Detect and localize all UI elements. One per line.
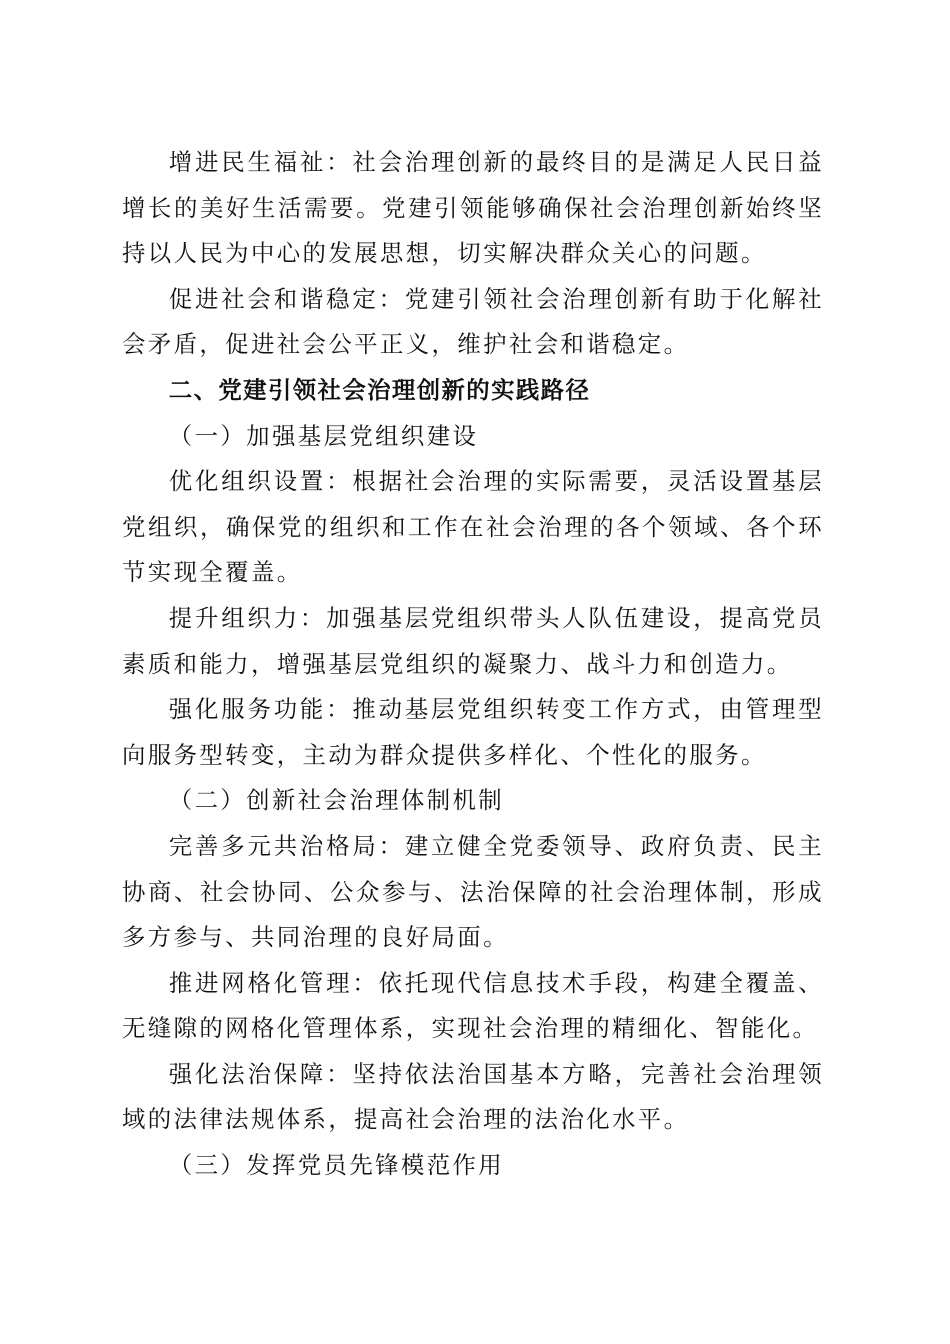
- document-body: [122, 140, 824, 1189]
- subheading-party-member-role: （三）发挥党员先锋模范作用: [168, 1151, 505, 1180]
- paragraph-optimize-organization: 优化组织设置：根据社会治理的实际需要，灵活设置基层党组织，确保党的组织和工作在社会治理的各个领域、各个环节实现全覆盖。: [122, 467, 824, 587]
- section-heading-practice-path: 二、党建引领社会治理创新的实践路径: [168, 375, 591, 404]
- paragraph-harmony: 促进社会和谐稳定：党建引领社会治理创新有助于化解社会矛盾，促进社会公平正义，维护社会和谐稳定。: [122, 284, 824, 359]
- paragraph-rule-of-law: 强化法治保障：坚持依法治国基本方略，完善社会治理领域的法律法规体系，提高社会治理的法治化水平。: [122, 1059, 824, 1134]
- subheading-grassroots-organization: （一）加强基层党组织建设: [168, 421, 479, 450]
- subheading-governance-mechanism: （二）创新社会治理体制机制: [168, 786, 505, 815]
- paragraph-livelihood: 增进民生福祉：社会治理创新的最终目的是满足人民日益增长的美好生活需要。党建引领能够确保社会治理创新始终坚持以人民为中心的发展思想，切实解决群众关心的问题。: [122, 148, 824, 268]
- paragraph-service-function: 强化服务功能：推动基层党组织转变工作方式，由管理型向服务型转变，主动为群众提供多样化、个性化的服务。: [122, 695, 824, 769]
- paragraph-multi-governance: 完善多元共治格局：建立健全党委领导、政府负责、民主协商、社会协同、公众参与、法治保障的社会治理体制，形成多方参与、共同治理的良好局面。: [122, 831, 824, 952]
- paragraph-grid-management: 推进网格化管理：依托现代信息技术手段，构建全覆盖、无缝隙的网格化管理体系，实现社会治理的精细化、智能化。: [122, 968, 824, 1043]
- paragraph-organizational-capacity: 提升组织力：加强基层党组织带头人队伍建设，提高党员素质和能力，增强基层党组织的凝聚力、战斗力和创造力。: [122, 603, 824, 678]
